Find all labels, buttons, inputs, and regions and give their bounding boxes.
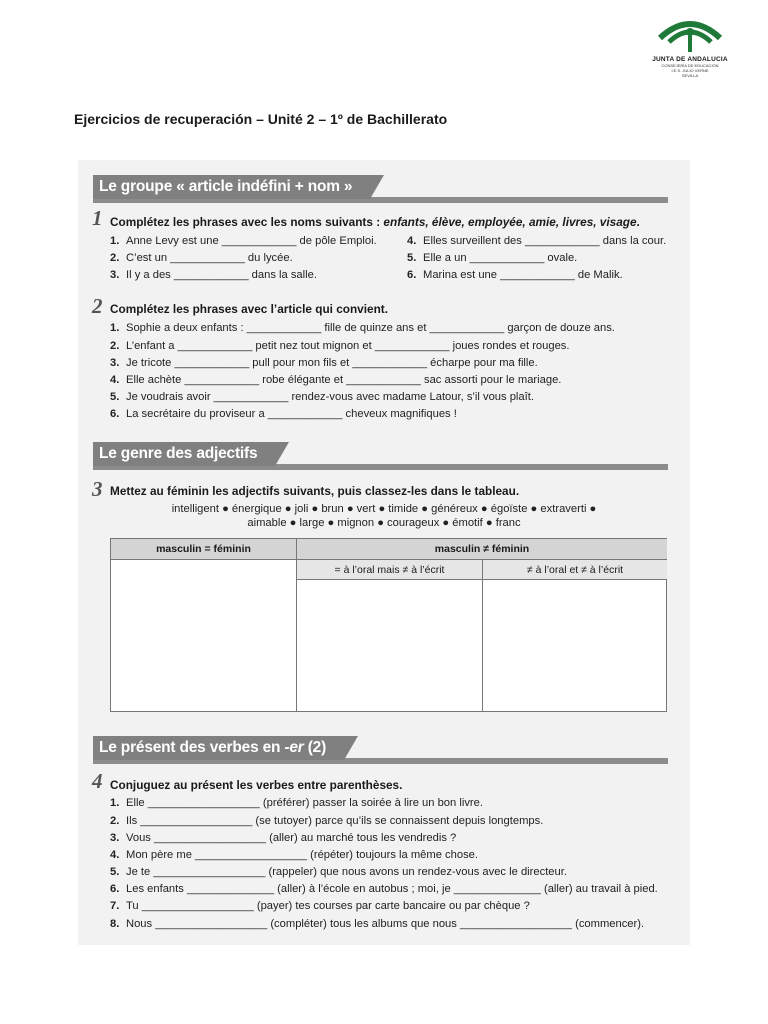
section-header-present-verbes	[93, 736, 668, 764]
logo-arch-icon	[655, 12, 725, 54]
exercise-item: 5. Je te __________________ (rappeler) que nous avons un rendez-vous avec le directeur.	[110, 866, 567, 878]
exercise-item: 5. Elle a un ____________ ovale.	[407, 252, 578, 264]
exercise-instruction: Conjuguez au présent les verbes entre parenthèses.	[110, 778, 403, 792]
junta-de-andalucia-logo	[645, 12, 735, 96]
exercise-instruction: Mettez au féminin les adjectifs suivants, puis classez-les dans le tableau.	[110, 484, 520, 498]
exercise-item: 2. L’enfant a ____________ petit nez tout mignon et ____________ joues rondes et rouges.	[110, 340, 570, 352]
section-title: Le présent des verbes en -er (2)	[93, 736, 344, 760]
exercise-item: 6. La secrétaire du proviseur a ____________ cheveux magnifiques !	[110, 408, 457, 420]
table-header: masculin ≠ féminin	[297, 539, 667, 560]
table-header: masculin = féminin	[111, 539, 296, 560]
exercise-item: 6. Marina est une ____________ de Malik.	[407, 269, 623, 281]
exercise-instruction: Complétez les phrases avec l’article qui convient.	[110, 302, 388, 316]
exercise-number: 2	[92, 294, 103, 318]
section-header-genre-adjectifs	[93, 442, 668, 470]
section-header-article-indefini	[93, 175, 668, 203]
logo-line4: SEVILLA	[681, 73, 699, 78]
exercise-item: 3. Vous __________________ (aller) au marché tous les vendredis ?	[110, 832, 457, 844]
logo-name: JUNTA DE ANDALUCIA	[652, 56, 728, 63]
classification-table	[110, 538, 667, 712]
exercise-number: 4	[92, 769, 103, 793]
exercise-instruction: Complétez les phrases avec les noms suivants : enfants, élève, employée, amie, livres, visage.	[110, 215, 640, 229]
exercise-item: 2. Ils __________________ (se tutoyer) parce qu’ils se connaissent depuis longtemps.	[110, 815, 544, 827]
logo-line2: CONSEJERÍA DE EDUCACIÓN	[661, 63, 719, 68]
exercise-item: 4. Elle achète ____________ robe élégante et ____________ sac assorti pour le mariage.	[110, 374, 562, 386]
section-title: Le genre des adjectifs	[93, 442, 275, 466]
exercise-item: 6. Les enfants ______________ (aller) à l’école en autobus ; moi, je ______________ (aller) au travail à pied.	[110, 883, 658, 895]
table-divider	[296, 539, 297, 711]
exercise-item: 1. Elle __________________ (préférer) passer la soirée à lire un bon livre.	[110, 797, 483, 809]
section-title: Le groupe « article indéfini + nom »	[93, 175, 370, 199]
exercise-item: 2. C’est un ____________ du lycée.	[110, 252, 293, 264]
exercise-item: 7. Tu __________________ (payer) tes courses par carte bancaire ou par chèque ?	[110, 900, 530, 912]
adjective-list: aimable ● large ● mignon ● courageux ● émotif ● franc	[247, 517, 521, 529]
adjective-list: intelligent ● énergique ● joli ● brun ● vert ● timide ● généreux ● égoïste ● extraverti ●	[171, 503, 597, 515]
exercise-item: 1. Sophie a deux enfants : ____________ fille de quinze ans et ____________ garçon de douze ans.	[110, 322, 615, 334]
exercise-item: 1. Anne Levy est une ____________ de pôle Emploi.	[110, 235, 377, 247]
exercise-number: 1	[92, 206, 103, 230]
document-title: Ejercicios de recuperación – Unité 2 – 1º de Bachillerato	[74, 111, 448, 127]
table-subheader: = à l’oral mais ≠ à l’écrit	[297, 560, 482, 580]
exercise-item: 8. Nous __________________ (compléter) tous les albums que nous __________________ (commencer).	[110, 918, 645, 930]
exercise-item: 5. Je voudrais avoir ____________ rendez-vous avec madame Latour, s’il vous plaît.	[110, 391, 534, 403]
exercise-item: 3. Je tricote ____________ pull pour mon fils et ____________ écharpe pour ma fille.	[110, 357, 538, 369]
table-subheader: ≠ à l’oral et ≠ à l’écrit	[483, 560, 667, 580]
table-divider	[482, 560, 483, 711]
exercise-item: 4. Mon père me __________________ (répéter) toujours la même chose.	[110, 849, 479, 861]
exercise-item: 4. Elles surveillent des ____________ dans la cour.	[407, 235, 667, 247]
logo-line3: I.E.S. JULIO VERNE	[671, 68, 709, 73]
exercise-item: 3. Il y a des ____________ dans la salle.	[110, 269, 317, 281]
exercise-number: 3	[92, 477, 103, 501]
